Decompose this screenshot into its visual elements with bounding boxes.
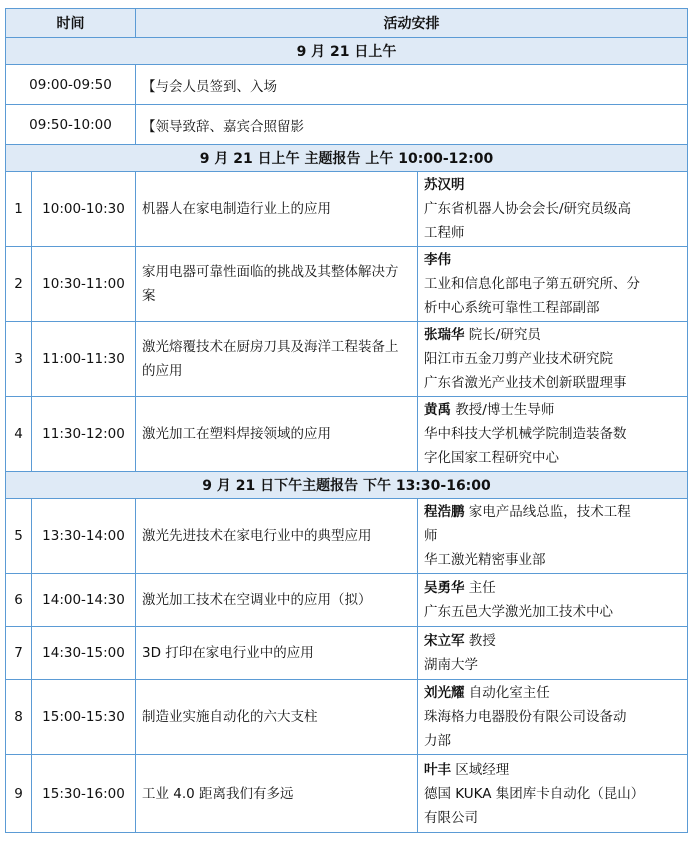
talk-number: 4 [6,397,32,472]
header-activity: 活动安排 [136,9,688,38]
talk-time: 14:30-15:00 [32,627,136,680]
speaker-name: 黄禹 [424,402,451,418]
talk-topic: 激光熔覆技术在厨房刀具及海洋工程装备上的应用 [136,322,418,397]
talk-row [6,574,688,627]
opening-activity: 【领导致辞、嘉宾合照留影 [136,105,688,145]
header-time: 时间 [6,9,136,38]
talk-speaker-cell [418,680,688,755]
speaker-title: 主任 [468,580,496,596]
speaker-title: 家电产品线总监，技术工程 [468,504,631,520]
talk-number: 6 [6,574,32,627]
talk-topic: 激光加工技术在空调业中的应用（拟） [136,574,418,627]
talk-number: 5 [6,499,32,574]
talk-number: 1 [6,172,32,247]
speaker-title: 院长/研究员 [468,327,541,343]
talk-speaker-cell [418,574,688,627]
speaker-affiliation-line: 珠海格力电器股份有限公司设备动 [424,709,627,725]
opening-time: 09:00-09:50 [6,65,136,105]
speaker-affiliation-line: 华工激光精密事业部 [424,552,546,568]
speaker-affiliation-line: 师 [424,528,438,544]
speaker-affiliation-line: 广东五邑大学激光加工技术中心 [424,604,613,620]
speaker-affiliation-line: 有限公司 [424,809,478,826]
speaker-affiliation-line: 广东省激光产业技术创新联盟理事 [424,375,627,391]
talk-topic: 3D 打印在家电行业中的应用 [136,627,418,680]
talk-number: 9 [6,755,32,833]
speaker-affiliation-line: 字化国家工程研究中心 [424,450,559,466]
section-day-am: 9 月 21 日上午 [6,38,688,65]
talk-time: 10:00-10:30 [32,172,136,247]
speaker-title: 教授/博士生导师 [455,402,555,418]
talk-number: 8 [6,680,32,755]
talk-speaker-cell [418,755,688,833]
section-keynote-pm: 9 月 21 日下午主题报告 下午 13:30-16:00 [6,472,688,499]
speaker-affiliation-line: 湖南大学 [424,657,478,673]
talk-row [6,755,688,833]
speaker-name: 叶丰 [424,761,451,778]
speaker-name: 宋立军 [424,633,465,649]
table-row [6,65,688,105]
talk-speaker-cell [418,247,688,322]
table-row [6,105,688,145]
talk-time: 13:30-14:00 [32,499,136,574]
speaker-title: 自动化室主任 [468,685,550,701]
speaker-affiliation-line: 工程师 [424,225,465,241]
talk-row [6,322,688,397]
talk-topic: 工业 4.0 距离我们有多远 [136,755,418,833]
talk-topic: 家用电器可靠性面临的挑战及其整体解决方案 [136,247,418,322]
talk-row [6,499,688,574]
speaker-title: 区域经理 [455,761,510,778]
talk-speaker-cell [418,627,688,680]
speaker-affiliation-line: 析中心系统可靠性工程部副部 [424,300,600,316]
talk-topic: 机器人在家电制造行业上的应用 [136,172,418,247]
talk-topic: 激光加工在塑料焊接领域的应用 [136,397,418,472]
speaker-name: 程浩鹏 [424,504,465,520]
speaker-affiliation-line: 华中科技大学机械学院制造装备数 [424,426,627,442]
talk-time: 14:00-14:30 [32,574,136,627]
speaker-name: 刘光耀 [424,685,465,701]
am-talks [6,172,688,472]
talk-time: 10:30-11:00 [32,247,136,322]
talk-row [6,680,688,755]
speaker-title: 教授 [468,633,496,649]
talk-time: 11:00-11:30 [32,322,136,397]
speaker-affiliation-line: 广东省机器人协会会长/研究员级高 [424,201,632,217]
talk-speaker-cell [418,322,688,397]
speaker-affiliation-line: 工业和信息化部电子第五研究所、分 [424,276,640,292]
talk-speaker-cell [418,397,688,472]
speaker-name: 苏汉明 [424,177,465,193]
speaker-name: 李伟 [424,252,451,268]
section-keynote-am: 9 月 21 日上午 主题报告 上午 10:00-12:00 [6,145,688,172]
opening-activity: 【与会人员签到、入场 [136,65,688,105]
agenda-table [5,8,688,833]
pm-talks [6,499,688,833]
talk-time: 15:00-15:30 [32,680,136,755]
talk-topic: 激光先进技术在家电行业中的典型应用 [136,499,418,574]
talk-topic: 制造业实施自动化的六大支柱 [136,680,418,755]
talk-time: 11:30-12:00 [32,397,136,472]
talk-speaker-cell [418,172,688,247]
speaker-affiliation-line: 阳江市五金刀剪产业技术研究院 [424,351,613,367]
speaker-affiliation-line: 力部 [424,733,451,749]
talk-row [6,627,688,680]
talk-number: 7 [6,627,32,680]
talk-speaker-cell [418,499,688,574]
talk-row [6,247,688,322]
talk-number: 2 [6,247,32,322]
talk-row [6,172,688,247]
talk-time: 15:30-16:00 [32,755,136,833]
speaker-name: 吴勇华 [424,580,465,596]
opening-time: 09:50-10:00 [6,105,136,145]
speaker-name: 张瑞华 [424,327,465,343]
talk-number: 3 [6,322,32,397]
speaker-affiliation-line: 德国 KUKA 集团库卡自动化（昆山） [424,785,645,802]
talk-row [6,397,688,472]
